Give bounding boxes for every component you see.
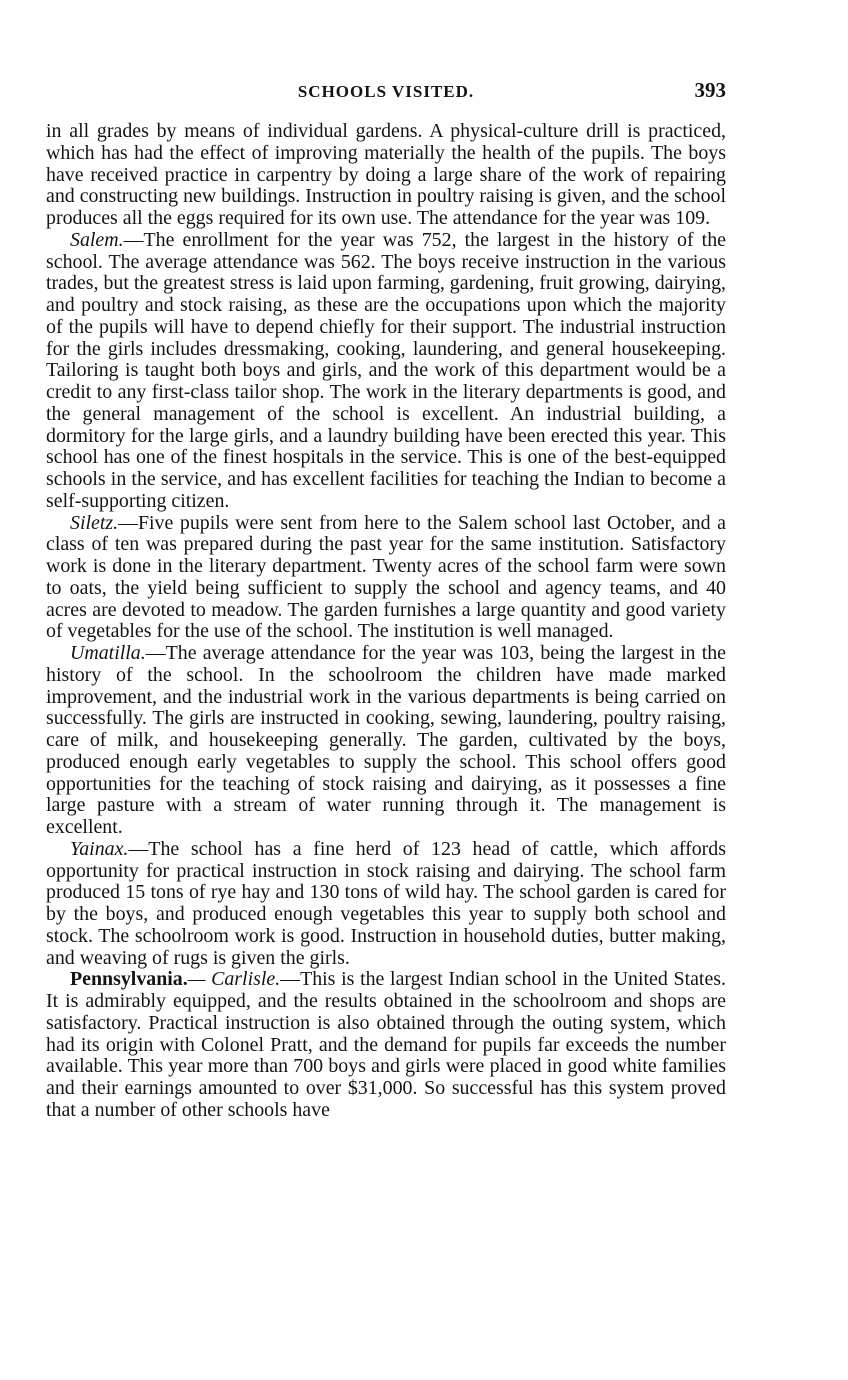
school-name-salem: Salem. bbox=[70, 228, 124, 251]
state-name-pennsylvania: Pennsylvania. bbox=[70, 968, 188, 991]
body-text bbox=[46, 121, 726, 1122]
paragraph-yainax bbox=[46, 839, 726, 970]
running-head bbox=[46, 78, 726, 106]
running-title: SCHOOLS VISITED. bbox=[297, 82, 475, 101]
paragraph-text: —This is the largest Indian school in the United States. It is admirably equipped, and the results obtained in the schoolroom and shops are satisfactory. Practical instruction is also obtained through the outing system, which had its origin with Colonel Pratt, and the demand for pupils far exceeds the number available. This year more than 700 boys and girls were placed in good white families and their earnings amounted to over $31,000. So successful has this system proved that a number of other schools have bbox=[46, 968, 726, 1121]
paragraph-continued bbox=[46, 121, 726, 230]
paragraph-text: —The average attendance for the year was 103, being the largest in the history of the school. In the schoolroom the children have made marked improvement, and the industrial work in the various departments is being carried on successfully. The girls are instructed in cooking, sewing, laundering, poultry raising, care of milk, and housekeeping generally. The garden, cultivated by the boys, produced enough early vegetables to supply the school. This school offers good opportunities for the teaching of stock raising and dairying, as it possesses a fine large pasture with a stream of water running through it. The management is excellent. bbox=[46, 642, 726, 838]
paragraph-text: —The school has a fine herd of 123 head of cattle, which affords opportunity for practical instruction in stock raising and dairying. The school farm produced 15 tons of rye hay and 130 tons of wild hay. The school garden is cared for by the boys, and produced enough vegetables this year to supply both school and stock. The schoolroom work is good. Instruction in household duties, butter making, and weaving of rugs is given the girls. bbox=[46, 837, 726, 969]
school-name-umatilla: Umatilla. bbox=[70, 642, 146, 664]
paragraph-pennsylvania-carlisle bbox=[46, 969, 726, 1121]
paragraph-siletz bbox=[46, 513, 726, 644]
school-name-siletz: Siletz. bbox=[70, 511, 119, 534]
paragraph-text: —The enrollment for the year was 752, the largest in the history of the school. The average attendance was 562. The boys receive instruction in the various trades, but the greatest stress is laid upon farming, gardening, fruit growing, dairying, and poultry and stock raising, as these are the occupations upon which the majority of the pupils will have to depend chiefly for their support. The industrial instruction for the girls includes dressmaking, cooking, laundering, and general housekeeping. Tailoring is taught both boys and girls, and the work of this department would be a credit to any first-class tailor shop. The work in the literary departments is good, and the general management of the school is excellent. An industrial building, a dormitory for the large girls, and a laundry building have been erected this year. This school has one of the finest hospitals in the service. This is one of the best-equipped schools in the service, and has excellent facilities for teaching the Indian to become a self-supporting citizen. bbox=[46, 228, 726, 512]
paragraph-umatilla bbox=[46, 643, 726, 839]
paragraph-text: —Five pupils were sent from here to the Salem school last October, and a class of ten was prepared during the past year for the same institution. Satisfactory work is done in the literary department. Twenty acres of the school farm were sown to oats, the yield being sufficient to supply the school and agency teams, and 40 acres are devoted to meadow. The garden furnishes a large quantity and good variety of vegetables for the use of the school. The institution is well managed. bbox=[46, 511, 726, 643]
school-name-carlisle: — Carlisle. bbox=[187, 968, 281, 991]
school-name-yainax: Yainax. bbox=[70, 837, 129, 860]
paragraph-text: in all grades by means of individual gardens. A physical-culture drill is practiced, which has had the effect of improving materially the health of the pupils. The boys have received practice in carpentry by doing a large share of the work of repairing and constructing new buildings. Instruction in poultry raising is given, and the school produces all the eggs required for its own use. The attendance for the year was 109. bbox=[46, 120, 726, 229]
paragraph-salem bbox=[46, 230, 726, 513]
page-number: 393 bbox=[694, 78, 726, 102]
